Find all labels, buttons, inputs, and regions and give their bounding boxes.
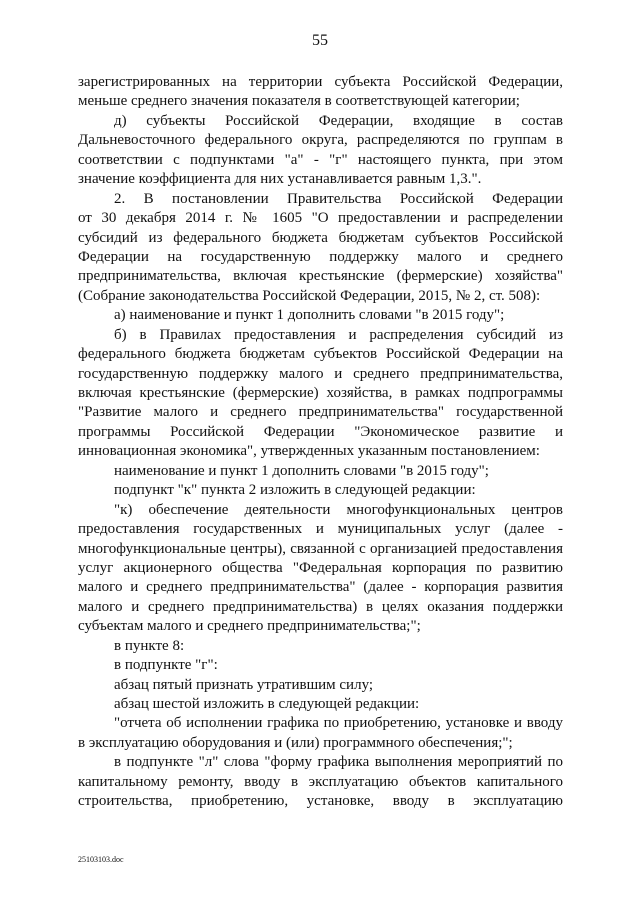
text-line: от 30 декабря 2014 г. № 1605 "О предоставлении и распределении <box>78 210 563 227</box>
text-line: "Развитие малого и среднего предпринимательства" государственной <box>78 404 563 421</box>
text-line: в подпункте "г": <box>114 657 218 674</box>
footer-filename: 25103103.doc <box>78 855 124 864</box>
page-number: 55 <box>312 32 328 49</box>
text-line: б) в Правилах предоставления и распределения субсидий из <box>114 326 563 343</box>
text-line: в пункте 8: <box>114 637 185 654</box>
text-line: соответствии с подпунктами "а" - "г" настоящего пункта, при этом <box>78 151 563 168</box>
text-line: "к) обеспечение деятельности многофункциональных центров <box>114 501 563 518</box>
text-line: субсидий из федерального бюджета бюджетам субъектов Российской <box>78 229 563 246</box>
text-line: 2. В постановлении Правительства Российской Федерации <box>114 190 563 207</box>
text-line: абзац шестой изложить в следующей редакции: <box>114 696 420 712</box>
text-line: многофункциональные центры), связанной с организацией предоставления <box>78 540 563 557</box>
text-line: в эксплуатацию оборудования и (или) программного обеспечения;"; <box>78 734 513 751</box>
text-line: предоставления государственных и муниципальных услуг (далее - <box>78 521 563 538</box>
text-line: д) субъекты Российской Федерации, входящие в состав <box>114 112 563 129</box>
text-line: строительства, приобретению, установке, вводу в эксплуатацию <box>78 793 563 810</box>
text-line: услуг акционерного общества "Федеральная корпорация по развитию <box>78 559 563 576</box>
text-line: зарегистрированных на территории субъекта Российской Федерации, <box>78 74 563 90</box>
text-line: наименование и пункт 1 дополнить словами "в 2015 году"; <box>114 462 489 479</box>
text-line: инновационная экономика", утвержденных указанным постановлением: <box>78 443 540 460</box>
text-line: абзац пятый признать утратившим силу; <box>114 676 374 693</box>
text-line: предпринимательства, включая крестьянские (фермерские) хозяйства" <box>78 268 563 285</box>
text-line: субъектам малого и среднего предпринимательства;"; <box>78 618 421 635</box>
text-line: подпункт "к" пункта 2 изложить в следующей редакции: <box>114 482 476 499</box>
text-line: капитальному ремонту, вводу в эксплуатацию объектов капитального <box>78 773 563 790</box>
text-line: Федерации на государственную поддержку малого и среднего <box>78 248 563 265</box>
text-line: малого и среднего предпринимательства" (далее - корпорация развития <box>78 579 563 596</box>
text-line: малого и среднего предпринимательства) в целях оказания поддержки <box>78 598 563 615</box>
text-line: а) наименование и пункт 1 дополнить словами "в 2015 году"; <box>114 307 505 324</box>
text-line: (Собрание законодательства Российской Федерации, 2015, № 2, ст. 508): <box>78 287 541 304</box>
text-line: значение коэффициента для них устанавливается равным 1,3.". <box>78 171 482 188</box>
text-line: в подпункте "л" слова "форму графика выполнения мероприятий по <box>114 754 563 771</box>
text-line: включая крестьянские (фермерские) хозяйства, в рамках подпрограммы <box>78 385 563 401</box>
text-line: государственную поддержку малого и среднего предпринимательства, <box>78 365 563 382</box>
text-line: Дальневосточного федерального округа, распределяются по группам в <box>78 132 563 149</box>
text-line: меньше среднего значения показателя в соответствующей категории; <box>78 93 520 110</box>
text-line: федерального бюджета бюджетам субъектов Российской Федерации на <box>78 346 563 363</box>
text-line: программы Российской Федерации "Экономическое развитие и <box>78 423 563 440</box>
document-body <box>78 73 563 812</box>
text-line: "отчета об исполнении графика по приобретению, установке и вводу <box>114 715 563 732</box>
